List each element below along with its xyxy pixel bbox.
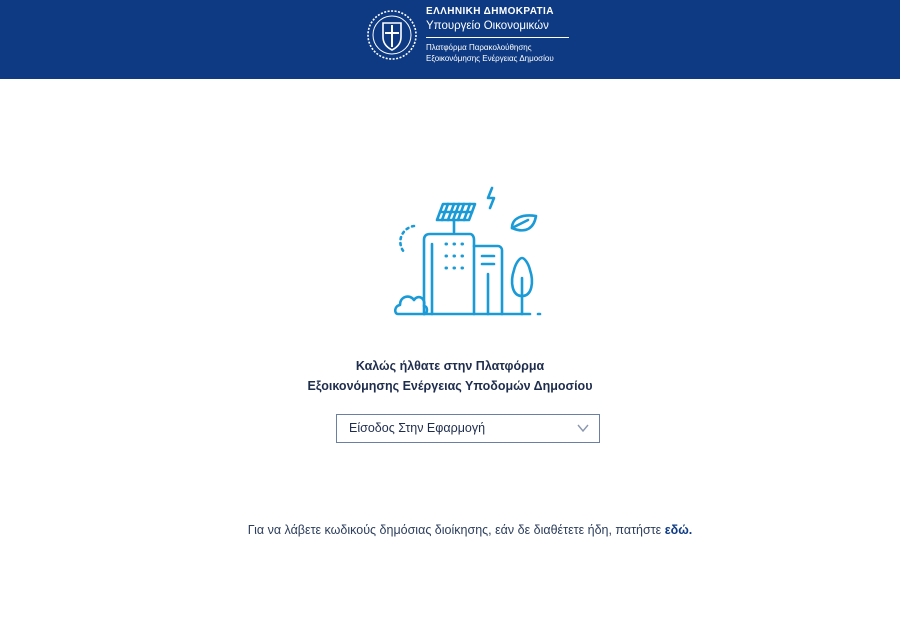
cloud-icon bbox=[395, 297, 427, 314]
credentials-link[interactable]: εδώ. bbox=[664, 523, 693, 537]
welcome-line1: Καλώς ήλθατε στην Πλατφόρμα bbox=[355, 359, 545, 373]
ministry-title: Υπουργείο Οικονομικών bbox=[426, 19, 569, 38]
credentials-note-text: Για να λάβετε κωδικούς δημόσιας διοίκησης, εάν δε διαθέτετε ήδη, πατήστε bbox=[247, 523, 665, 537]
platform-name-line1: Πλατφόρμα Παρακολούθησης bbox=[426, 43, 532, 52]
lightning-icon bbox=[488, 188, 494, 208]
solar-panel-icon bbox=[437, 204, 475, 232]
welcome-message bbox=[250, 356, 650, 396]
chevron-down-icon bbox=[577, 423, 589, 433]
header-title-block bbox=[426, 5, 571, 64]
login-dropdown-value: Είσοδος Στην Εφαρμογή bbox=[349, 421, 486, 435]
leaf-icon bbox=[512, 216, 536, 231]
greek-emblem-icon bbox=[366, 9, 418, 61]
welcome-line2: Εξοικονόμησης Ενέργειας Υποδομών Δημοσίου bbox=[307, 379, 593, 393]
login-dropdown[interactable] bbox=[336, 414, 600, 443]
energy-building-illustration-icon bbox=[388, 184, 548, 320]
header-bar bbox=[0, 0, 900, 79]
tree-icon bbox=[512, 258, 532, 314]
republic-title: ΕΛΛΗΝΙΚΗ ΔΗΜΟΚΡΑΤΙΑ bbox=[426, 6, 554, 17]
platform-name-line2: Εξοικονόμησης Ενέργειας Δημοσίου bbox=[426, 54, 554, 63]
credentials-note bbox=[150, 521, 790, 539]
